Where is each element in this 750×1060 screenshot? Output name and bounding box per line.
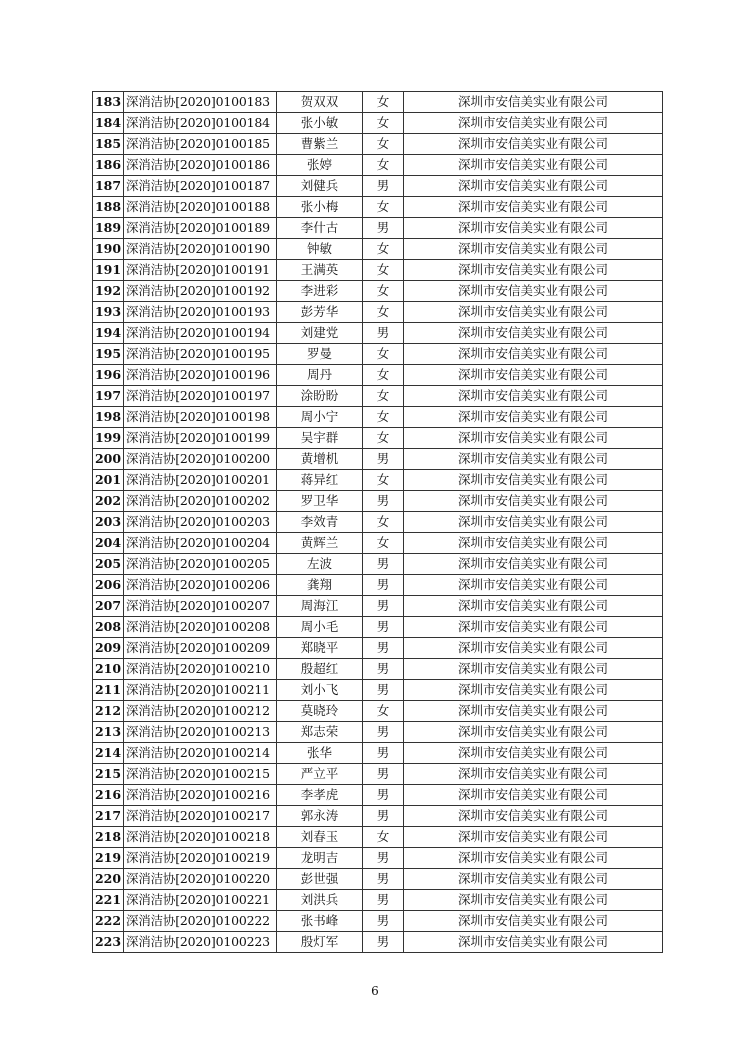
row-number-cell: 199	[93, 428, 124, 449]
row-number-cell: 221	[93, 890, 124, 911]
table-row	[93, 197, 663, 218]
row-number-cell: 220	[93, 869, 124, 890]
gender-cell: 男	[363, 743, 404, 764]
table-row	[93, 302, 663, 323]
certificate-number-cell: 深消洁协[2020]0100199	[124, 428, 277, 449]
certificate-number-cell: 深消洁协[2020]0100188	[124, 197, 277, 218]
certificate-number-cell: 深消洁协[2020]0100185	[124, 134, 277, 155]
table-row	[93, 113, 663, 134]
table-row	[93, 281, 663, 302]
row-number-cell: 189	[93, 218, 124, 239]
gender-cell: 女	[363, 239, 404, 260]
name-cell: 李进彩	[277, 281, 363, 302]
gender-cell: 男	[363, 890, 404, 911]
row-number-cell: 187	[93, 176, 124, 197]
company-cell: 深圳市安信美实业有限公司	[404, 785, 663, 806]
certificate-number-cell: 深消洁协[2020]0100189	[124, 218, 277, 239]
certificate-number-cell: 深消洁协[2020]0100195	[124, 344, 277, 365]
name-cell: 黄辉兰	[277, 533, 363, 554]
company-cell: 深圳市安信美实业有限公司	[404, 659, 663, 680]
certificate-number-cell: 深消洁协[2020]0100184	[124, 113, 277, 134]
gender-cell: 男	[363, 806, 404, 827]
name-cell: 罗曼	[277, 344, 363, 365]
table-row	[93, 386, 663, 407]
row-number-cell: 215	[93, 764, 124, 785]
name-cell: 周小毛	[277, 617, 363, 638]
name-cell: 郑晓平	[277, 638, 363, 659]
name-cell: 郭永涛	[277, 806, 363, 827]
gender-cell: 男	[363, 554, 404, 575]
table-row	[93, 911, 663, 932]
company-cell: 深圳市安信美实业有限公司	[404, 449, 663, 470]
row-number-cell: 205	[93, 554, 124, 575]
name-cell: 彭芳华	[277, 302, 363, 323]
company-cell: 深圳市安信美实业有限公司	[404, 911, 663, 932]
certificate-number-cell: 深消洁协[2020]0100198	[124, 407, 277, 428]
name-cell: 郑志荣	[277, 722, 363, 743]
row-number-cell: 201	[93, 470, 124, 491]
table-row	[93, 533, 663, 554]
row-number-cell: 211	[93, 680, 124, 701]
row-number-cell: 212	[93, 701, 124, 722]
company-cell: 深圳市安信美实业有限公司	[404, 512, 663, 533]
company-cell: 深圳市安信美实业有限公司	[404, 428, 663, 449]
company-cell: 深圳市安信美实业有限公司	[404, 554, 663, 575]
gender-cell: 男	[363, 932, 404, 953]
gender-cell: 男	[363, 869, 404, 890]
gender-cell: 女	[363, 827, 404, 848]
table-row	[93, 785, 663, 806]
certificate-number-cell: 深消洁协[2020]0100193	[124, 302, 277, 323]
company-cell: 深圳市安信美实业有限公司	[404, 827, 663, 848]
certificate-number-cell: 深消洁协[2020]0100204	[124, 533, 277, 554]
company-cell: 深圳市安信美实业有限公司	[404, 869, 663, 890]
gender-cell: 男	[363, 218, 404, 239]
table-row	[93, 827, 663, 848]
certificate-number-cell: 深消洁协[2020]0100220	[124, 869, 277, 890]
company-cell: 深圳市安信美实业有限公司	[404, 743, 663, 764]
gender-cell: 男	[363, 491, 404, 512]
company-cell: 深圳市安信美实业有限公司	[404, 848, 663, 869]
certificate-number-cell: 深消洁协[2020]0100222	[124, 911, 277, 932]
certificate-number-cell: 深消洁协[2020]0100209	[124, 638, 277, 659]
name-cell: 刘建党	[277, 323, 363, 344]
page-number: 6	[371, 984, 379, 998]
company-cell: 深圳市安信美实业有限公司	[404, 491, 663, 512]
row-number-cell: 209	[93, 638, 124, 659]
certificate-number-cell: 深消洁协[2020]0100217	[124, 806, 277, 827]
table-row	[93, 239, 663, 260]
certificate-number-cell: 深消洁协[2020]0100223	[124, 932, 277, 953]
gender-cell: 女	[363, 428, 404, 449]
name-cell: 周丹	[277, 365, 363, 386]
table-row	[93, 869, 663, 890]
certificate-number-cell: 深消洁协[2020]0100200	[124, 449, 277, 470]
name-cell: 殷灯军	[277, 932, 363, 953]
company-cell: 深圳市安信美实业有限公司	[404, 575, 663, 596]
certificate-number-cell: 深消洁协[2020]0100191	[124, 260, 277, 281]
table-row	[93, 92, 663, 113]
company-cell: 深圳市安信美实业有限公司	[404, 260, 663, 281]
row-number-cell: 202	[93, 491, 124, 512]
row-number-cell: 200	[93, 449, 124, 470]
row-number-cell: 185	[93, 134, 124, 155]
gender-cell: 女	[363, 281, 404, 302]
table-row	[93, 323, 663, 344]
certificate-number-cell: 深消洁协[2020]0100192	[124, 281, 277, 302]
gender-cell: 男	[363, 659, 404, 680]
table-row	[93, 407, 663, 428]
company-cell: 深圳市安信美实业有限公司	[404, 638, 663, 659]
company-cell: 深圳市安信美实业有限公司	[404, 701, 663, 722]
table-row	[93, 428, 663, 449]
table-row	[93, 722, 663, 743]
gender-cell: 男	[363, 176, 404, 197]
gender-cell: 男	[363, 449, 404, 470]
row-number-cell: 198	[93, 407, 124, 428]
certificate-number-cell: 深消洁协[2020]0100202	[124, 491, 277, 512]
row-number-cell: 197	[93, 386, 124, 407]
name-cell: 张华	[277, 743, 363, 764]
gender-cell: 男	[363, 680, 404, 701]
row-number-cell: 184	[93, 113, 124, 134]
name-cell: 龙明吉	[277, 848, 363, 869]
company-cell: 深圳市安信美实业有限公司	[404, 470, 663, 491]
certificate-number-cell: 深消洁协[2020]0100207	[124, 596, 277, 617]
row-number-cell: 213	[93, 722, 124, 743]
name-cell: 刘春玉	[277, 827, 363, 848]
name-cell: 李什古	[277, 218, 363, 239]
company-cell: 深圳市安信美实业有限公司	[404, 386, 663, 407]
company-cell: 深圳市安信美实业有限公司	[404, 218, 663, 239]
gender-cell: 女	[363, 260, 404, 281]
name-cell: 曹紫兰	[277, 134, 363, 155]
company-cell: 深圳市安信美实业有限公司	[404, 596, 663, 617]
gender-cell: 女	[363, 344, 404, 365]
table-row	[93, 680, 663, 701]
gender-cell: 男	[363, 848, 404, 869]
row-number-cell: 192	[93, 281, 124, 302]
gender-cell: 女	[363, 197, 404, 218]
certificate-number-cell: 深消洁协[2020]0100215	[124, 764, 277, 785]
name-cell: 张书峰	[277, 911, 363, 932]
certificate-number-cell: 深消洁协[2020]0100194	[124, 323, 277, 344]
name-cell: 殷超红	[277, 659, 363, 680]
company-cell: 深圳市安信美实业有限公司	[404, 365, 663, 386]
certificate-number-cell: 深消洁协[2020]0100201	[124, 470, 277, 491]
company-cell: 深圳市安信美实业有限公司	[404, 806, 663, 827]
roster-table	[92, 91, 663, 953]
row-number-cell: 193	[93, 302, 124, 323]
row-number-cell: 219	[93, 848, 124, 869]
gender-cell: 女	[363, 365, 404, 386]
gender-cell: 女	[363, 113, 404, 134]
company-cell: 深圳市安信美实业有限公司	[404, 155, 663, 176]
name-cell: 张婷	[277, 155, 363, 176]
table-row	[93, 491, 663, 512]
gender-cell: 男	[363, 617, 404, 638]
gender-cell: 女	[363, 134, 404, 155]
gender-cell: 女	[363, 92, 404, 113]
certificate-number-cell: 深消洁协[2020]0100208	[124, 617, 277, 638]
certificate-number-cell: 深消洁协[2020]0100212	[124, 701, 277, 722]
name-cell: 罗卫华	[277, 491, 363, 512]
certificate-number-cell: 深消洁协[2020]0100197	[124, 386, 277, 407]
name-cell: 左波	[277, 554, 363, 575]
table-row	[93, 134, 663, 155]
name-cell: 李孝虎	[277, 785, 363, 806]
certificate-number-cell: 深消洁协[2020]0100213	[124, 722, 277, 743]
company-cell: 深圳市安信美实业有限公司	[404, 281, 663, 302]
gender-cell: 男	[363, 722, 404, 743]
name-cell: 周海江	[277, 596, 363, 617]
company-cell: 深圳市安信美实业有限公司	[404, 134, 663, 155]
company-cell: 深圳市安信美实业有限公司	[404, 407, 663, 428]
row-number-cell: 190	[93, 239, 124, 260]
company-cell: 深圳市安信美实业有限公司	[404, 680, 663, 701]
name-cell: 蒋异红	[277, 470, 363, 491]
row-number-cell: 218	[93, 827, 124, 848]
table-row	[93, 449, 663, 470]
row-number-cell: 196	[93, 365, 124, 386]
row-number-cell: 204	[93, 533, 124, 554]
company-cell: 深圳市安信美实业有限公司	[404, 722, 663, 743]
table-row	[93, 701, 663, 722]
company-cell: 深圳市安信美实业有限公司	[404, 344, 663, 365]
company-cell: 深圳市安信美实业有限公司	[404, 932, 663, 953]
row-number-cell: 183	[93, 92, 124, 113]
certificate-number-cell: 深消洁协[2020]0100186	[124, 155, 277, 176]
certificate-number-cell: 深消洁协[2020]0100205	[124, 554, 277, 575]
table-row	[93, 806, 663, 827]
row-number-cell: 186	[93, 155, 124, 176]
company-cell: 深圳市安信美实业有限公司	[404, 176, 663, 197]
name-cell: 彭世强	[277, 869, 363, 890]
table-row	[93, 365, 663, 386]
table-row	[93, 470, 663, 491]
row-number-cell: 206	[93, 575, 124, 596]
table-row	[93, 848, 663, 869]
name-cell: 严立平	[277, 764, 363, 785]
table-row	[93, 176, 663, 197]
gender-cell: 男	[363, 638, 404, 659]
company-cell: 深圳市安信美实业有限公司	[404, 617, 663, 638]
name-cell: 王满英	[277, 260, 363, 281]
certificate-number-cell: 深消洁协[2020]0100221	[124, 890, 277, 911]
roster-table-body	[93, 92, 663, 953]
certificate-number-cell: 深消洁协[2020]0100218	[124, 827, 277, 848]
table-row	[93, 512, 663, 533]
name-cell: 张小敏	[277, 113, 363, 134]
gender-cell: 男	[363, 785, 404, 806]
company-cell: 深圳市安信美实业有限公司	[404, 113, 663, 134]
certificate-number-cell: 深消洁协[2020]0100211	[124, 680, 277, 701]
name-cell: 刘小飞	[277, 680, 363, 701]
gender-cell: 女	[363, 386, 404, 407]
gender-cell: 男	[363, 764, 404, 785]
row-number-cell: 188	[93, 197, 124, 218]
table-row	[93, 260, 663, 281]
company-cell: 深圳市安信美实业有限公司	[404, 302, 663, 323]
gender-cell: 男	[363, 596, 404, 617]
row-number-cell: 214	[93, 743, 124, 764]
table-row	[93, 638, 663, 659]
row-number-cell: 216	[93, 785, 124, 806]
table-row	[93, 344, 663, 365]
certificate-number-cell: 深消洁协[2020]0100210	[124, 659, 277, 680]
table-row	[93, 743, 663, 764]
gender-cell: 女	[363, 407, 404, 428]
name-cell: 张小梅	[277, 197, 363, 218]
gender-cell: 男	[363, 323, 404, 344]
name-cell: 龚翔	[277, 575, 363, 596]
row-number-cell: 208	[93, 617, 124, 638]
table-row	[93, 659, 663, 680]
gender-cell: 女	[363, 155, 404, 176]
row-number-cell: 195	[93, 344, 124, 365]
gender-cell: 女	[363, 470, 404, 491]
row-number-cell: 217	[93, 806, 124, 827]
name-cell: 贺双双	[277, 92, 363, 113]
table-row	[93, 932, 663, 953]
gender-cell: 女	[363, 512, 404, 533]
certificate-number-cell: 深消洁协[2020]0100196	[124, 365, 277, 386]
name-cell: 周小宁	[277, 407, 363, 428]
row-number-cell: 222	[93, 911, 124, 932]
row-number-cell: 223	[93, 932, 124, 953]
name-cell: 刘健兵	[277, 176, 363, 197]
table-row	[93, 764, 663, 785]
row-number-cell: 203	[93, 512, 124, 533]
gender-cell: 女	[363, 302, 404, 323]
table-row	[93, 890, 663, 911]
certificate-number-cell: 深消洁协[2020]0100190	[124, 239, 277, 260]
certificate-number-cell: 深消洁协[2020]0100187	[124, 176, 277, 197]
name-cell: 钟敏	[277, 239, 363, 260]
company-cell: 深圳市安信美实业有限公司	[404, 533, 663, 554]
row-number-cell: 210	[93, 659, 124, 680]
name-cell: 刘洪兵	[277, 890, 363, 911]
company-cell: 深圳市安信美实业有限公司	[404, 323, 663, 344]
row-number-cell: 194	[93, 323, 124, 344]
gender-cell: 男	[363, 911, 404, 932]
gender-cell: 女	[363, 701, 404, 722]
row-number-cell: 207	[93, 596, 124, 617]
gender-cell: 女	[363, 533, 404, 554]
company-cell: 深圳市安信美实业有限公司	[404, 890, 663, 911]
certificate-number-cell: 深消洁协[2020]0100216	[124, 785, 277, 806]
table-row	[93, 155, 663, 176]
company-cell: 深圳市安信美实业有限公司	[404, 764, 663, 785]
name-cell: 吴宇群	[277, 428, 363, 449]
certificate-number-cell: 深消洁协[2020]0100183	[124, 92, 277, 113]
table-row	[93, 218, 663, 239]
certificate-number-cell: 深消洁协[2020]0100206	[124, 575, 277, 596]
gender-cell: 男	[363, 575, 404, 596]
table-row	[93, 554, 663, 575]
name-cell: 涂盼盼	[277, 386, 363, 407]
table-row	[93, 575, 663, 596]
certificate-number-cell: 深消洁协[2020]0100214	[124, 743, 277, 764]
row-number-cell: 191	[93, 260, 124, 281]
company-cell: 深圳市安信美实业有限公司	[404, 197, 663, 218]
certificate-number-cell: 深消洁协[2020]0100203	[124, 512, 277, 533]
name-cell: 黄增机	[277, 449, 363, 470]
name-cell: 李效青	[277, 512, 363, 533]
table-row	[93, 596, 663, 617]
table-row	[93, 617, 663, 638]
company-cell: 深圳市安信美实业有限公司	[404, 239, 663, 260]
name-cell: 莫晓玲	[277, 701, 363, 722]
certificate-number-cell: 深消洁协[2020]0100219	[124, 848, 277, 869]
company-cell: 深圳市安信美实业有限公司	[404, 92, 663, 113]
